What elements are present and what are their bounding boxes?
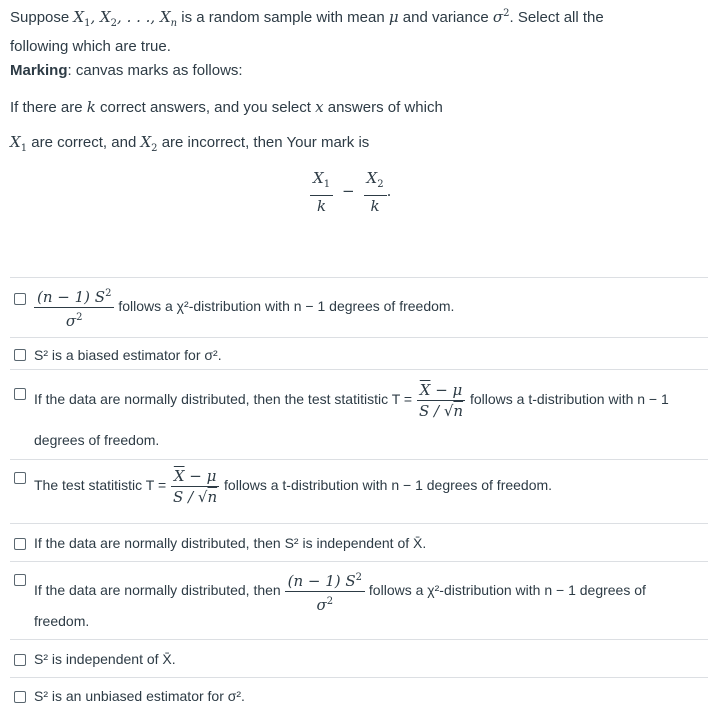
option-7-text: S² is independent of X̄.	[34, 651, 176, 667]
option-6-checkbox[interactable]	[14, 574, 26, 586]
option-8-text: S² is an unbiased estimator for σ².	[34, 688, 245, 704]
option-6[interactable]: If the data are normally distributed, then $\frac{(n - 1) S^2}{\sigma^2}$ follows a χ²-distribution with n − 1 degrees of freedom.	[10, 561, 708, 640]
option-4-text: The test statitistic T =	[34, 477, 167, 494]
t-statistic-fraction-2: $\frac{\overline{X} - \mu}{S / √n}$	[170, 468, 220, 505]
option-2-checkbox[interactable]	[14, 349, 26, 361]
option-2[interactable]	[10, 337, 708, 370]
option-7[interactable]	[10, 639, 708, 678]
option-6-text: If the data are normally distributed, then	[34, 582, 281, 599]
t-statistic-fraction: $\frac{\overline{X} - \mu}{S / √n}$	[416, 382, 466, 419]
option-7-checkbox[interactable]	[14, 654, 26, 666]
chi-square-fraction: $\frac{(n - 1) S^2}{\sigma^2}$	[34, 286, 114, 329]
marking-rule-line2: $X_1$ are correct, and $X_2$ are incorrect, then Your mark is	[10, 133, 370, 154]
option-5[interactable]	[10, 523, 708, 562]
chi-square-fraction-2: $\frac{(n - 1) S^2}{\sigma^2}$	[285, 570, 365, 613]
option-5-text: If the data are normally distributed, then S² is independent of X̄.	[34, 535, 427, 551]
option-8-checkbox[interactable]	[14, 691, 26, 703]
option-3[interactable]: If the data are normally distributed, then the test statitistic T = $\frac{\overline{X} - \mu}{S / √n}$ follows a t-distribution with n − 1 degrees of freedom.	[10, 369, 708, 460]
option-5-checkbox[interactable]	[14, 538, 26, 550]
option-4-checkbox[interactable]	[14, 472, 26, 484]
option-3-text: If the data are normally distributed, then the test statitistic T =	[34, 391, 413, 408]
option-1[interactable]	[10, 277, 708, 338]
option-1-text: follows a χ²-distribution with n − 1 degrees of freedom.	[118, 298, 455, 315]
question-intro: Suppose $X_1$, $X_2$, . . ., $X_n$ is a random sample with mean μ and variance $\sigma^2$. Select all the following which are true.	[10, 8, 604, 55]
option-1-checkbox[interactable]	[14, 293, 26, 305]
marking-rule-line1: If there are k correct answers, and you select x answers of which	[10, 98, 443, 116]
option-4[interactable]: The test statitistic T = $\frac{\overline{X} - \mu}{S / √n}$ follows a t-distribution with n − 1 degrees of freedom.	[10, 459, 708, 524]
marking-heading: Marking: canvas marks as follows:	[10, 62, 243, 79]
option-2-text: S² is a biased estimator for σ².	[34, 347, 222, 363]
mark-formula: $\frac{X_1}{k}$ − $\frac{X_2}{k}$ .	[310, 170, 391, 214]
option-8[interactable]	[10, 677, 708, 710]
option-3-checkbox[interactable]	[14, 388, 26, 400]
